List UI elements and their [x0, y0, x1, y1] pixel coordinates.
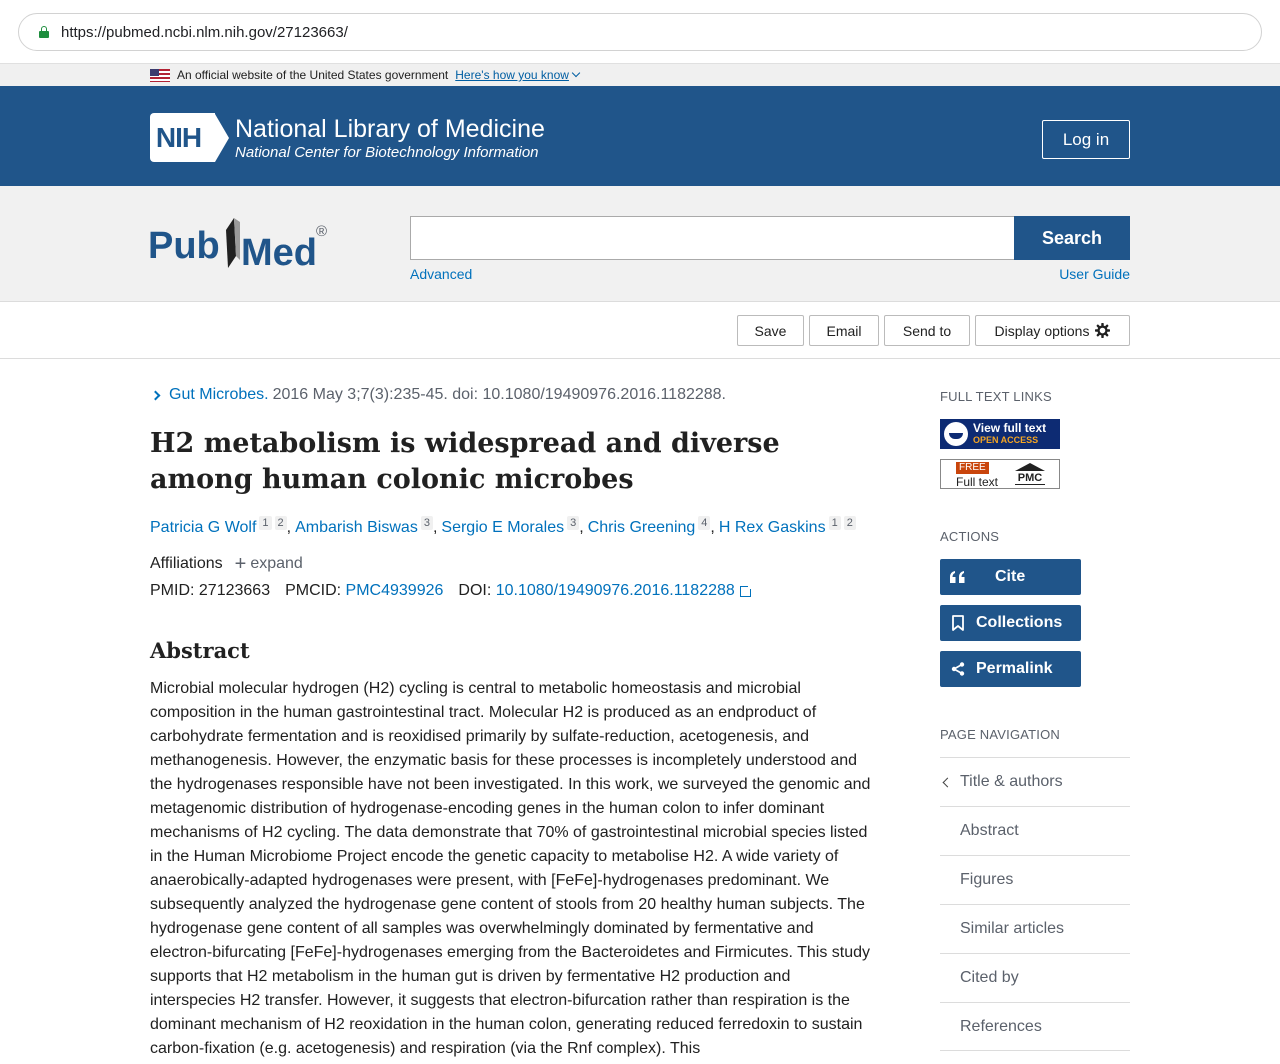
- nav-item-label: References: [960, 1017, 1042, 1035]
- gov-banner-text: An official website of the United States government: [177, 68, 449, 82]
- nav-item-cited-by[interactable]: [940, 953, 1130, 1002]
- email-button[interactable]: Email: [809, 315, 879, 346]
- nav-item-references[interactable]: [940, 1002, 1130, 1051]
- url-text[interactable]: https://pubmed.ncbi.nlm.nih.gov/27123663/: [61, 23, 348, 41]
- collections-label: Collections: [976, 614, 1063, 631]
- svg-text:Med: Med: [241, 232, 317, 272]
- pubmed-logo[interactable]: [148, 212, 338, 272]
- pmid-label: PMID:: [150, 582, 195, 599]
- permalink-label: Permalink: [976, 660, 1053, 677]
- abstract-heading: Abstract: [150, 638, 250, 663]
- pmid-value: 27123663: [198, 582, 271, 599]
- svg-text:®: ®: [316, 223, 328, 240]
- nav-item-label: Cited by: [960, 969, 1019, 986]
- quote-icon: [940, 571, 976, 583]
- search-button[interactable]: Search: [1014, 216, 1130, 260]
- how-you-know-link[interactable]: [455, 68, 579, 82]
- article-identifiers: [150, 582, 751, 600]
- full-text-links-heading: FULL TEXT LINKS: [940, 389, 1052, 404]
- author-link[interactable]: H Rex Gaskins: [718, 519, 826, 536]
- author-link[interactable]: Sergio E Morales: [441, 519, 565, 536]
- pmc-logo-text: PMC: [1015, 472, 1045, 485]
- affiliation-number[interactable]: 4: [698, 516, 710, 530]
- free-badge: FREE: [956, 462, 989, 474]
- nlm-header: [0, 86, 1280, 186]
- author-link[interactable]: Chris Greening: [587, 519, 696, 536]
- user-guide-link[interactable]: User Guide: [1059, 266, 1130, 282]
- expand-affiliations-button[interactable]: expand: [250, 555, 303, 572]
- nih-logo-text: NIH: [150, 113, 215, 162]
- author-separator: ,: [579, 519, 584, 536]
- nav-item-figures[interactable]: [940, 855, 1130, 904]
- author-list: [150, 516, 856, 537]
- article-toolbar: [0, 303, 1280, 359]
- display-options-button[interactable]: [975, 315, 1130, 346]
- nav-item-label: Title & authors: [960, 773, 1063, 790]
- gov-banner: [0, 63, 1280, 86]
- nav-item-abstract[interactable]: [940, 806, 1130, 855]
- search-area: [0, 186, 1280, 302]
- nlm-titles[interactable]: [235, 114, 545, 162]
- how-you-know-label: Here's how you know: [455, 68, 569, 82]
- view-full-text-label: View full text: [973, 421, 1047, 435]
- pmc-logo-icon: [1015, 463, 1045, 486]
- author-separator: ,: [432, 519, 438, 536]
- affiliations-row: [150, 555, 303, 573]
- affiliation-number[interactable]: 1: [829, 516, 841, 530]
- affiliations-label: Affiliations: [150, 555, 223, 572]
- gear-icon: [1095, 323, 1110, 338]
- nav-item-similar-articles[interactable]: [940, 904, 1130, 953]
- display-options-label: Display options: [994, 322, 1090, 339]
- pmc-full-text-link[interactable]: [940, 459, 1060, 489]
- login-button[interactable]: Log in: [1042, 120, 1130, 159]
- journal-name-link[interactable]: Gut Microbes.: [169, 386, 269, 403]
- journal-citation: [150, 386, 726, 404]
- chevron-right-icon[interactable]: [151, 390, 161, 400]
- nav-item-label: Figures: [960, 871, 1014, 888]
- nav-item-label: Abstract: [960, 822, 1019, 839]
- nlm-title: National Library of Medicine: [235, 115, 545, 143]
- address-bar[interactable]: [18, 13, 1262, 51]
- affiliation-number[interactable]: 2: [275, 516, 287, 530]
- page-navigation-heading: PAGE NAVIGATION: [940, 727, 1061, 742]
- search-input[interactable]: [410, 216, 1015, 260]
- doi-label: DOI:: [458, 582, 492, 599]
- nav-item-label: Similar articles: [960, 920, 1065, 937]
- lock-icon: [39, 26, 49, 38]
- collections-button[interactable]: [940, 605, 1081, 641]
- bookmark-icon: [940, 615, 976, 631]
- permalink-button[interactable]: [940, 651, 1081, 687]
- open-access-label: OPEN ACCESS: [973, 435, 1039, 445]
- page-navigation-list: [940, 757, 1130, 1051]
- plus-icon[interactable]: +: [234, 553, 247, 575]
- author-link[interactable]: Patricia G Wolf: [150, 519, 257, 536]
- abstract-text: Microbial molecular hydrogen (H2) cycling is central to metabolic homeostasis and microbial composition in the human gastrointestinal tract. Molecular H2 is produced as an endproduct of carbohydrate fermentation and is reoxidised primarily by sulfate-reduction, acetogenesis, and methanogenesis. However, the enzymatic basis for these processes is incompletely understood and the hydrogenases responsible have not been investigated. In this work, we surveyed the genomic and metagenomic distribution of hydrogenase-encoding genes in the human colon to infer dominant mechanisms of H2 cycling. The data demonstrate that 70% of gastrointestinal microbial species listed in the Human Microbiome Project encode the genetic capacity to metabolise H2. A wide variety of anaerobically-adapted hydrogenases were present, with [FeFe]-hydrogenases predominant. We subsequently analyzed the hydrogenase gene content of stools from 20 healthy human subjects. The hydrogenase gene content of all samples was overwhelmingly dominated by fermentative and electron-bifurcating [FeFe]-hydrogenases emerging from the Bacteroidetes and Firmicutes. This study supports that H2 metabolism in the human gut is driven by fermentative H2 production and interspecies H2 transfer. However, it suggests that electron-bifurcation rather than respiration is the dominant mechanism of H2 reoxidation in the human colon, generating reduced ferredoxin to sustain carbon-fixation (e.g. acetogenesis) and respiration (via the Rnf complex). This: [150, 680, 871, 1057]
- pmcid-link[interactable]: PMC4939926: [345, 582, 444, 599]
- external-link-icon: [740, 586, 751, 597]
- nih-logo[interactable]: [150, 113, 229, 162]
- author-separator: ,: [710, 519, 715, 536]
- affiliation-number[interactable]: 2: [844, 516, 856, 530]
- affiliation-number[interactable]: 3: [421, 516, 433, 530]
- actions-heading: ACTIONS: [940, 529, 1000, 544]
- cite-label: Cite: [995, 568, 1026, 585]
- chevron-down-icon: [572, 69, 580, 77]
- share-icon: [940, 662, 976, 676]
- nav-item-title-authors[interactable]: [940, 757, 1130, 806]
- save-button[interactable]: Save: [737, 315, 804, 346]
- send-to-button[interactable]: Send to: [884, 315, 970, 346]
- us-flag-icon: [150, 69, 170, 82]
- author-link[interactable]: Ambarish Biswas: [295, 519, 418, 536]
- publisher-logo-icon: [944, 422, 968, 446]
- publisher-full-text-link[interactable]: [940, 419, 1060, 449]
- advanced-search-link[interactable]: Advanced: [410, 266, 473, 282]
- article-title: H2 metabolism is widespread and diverse among human colonic microbes: [150, 428, 780, 495]
- svg-text:Pub: Pub: [148, 225, 220, 267]
- nih-logo-arrow: [215, 114, 229, 162]
- affiliation-number[interactable]: 3: [567, 516, 579, 530]
- full-text-label: Full text: [956, 475, 999, 489]
- doi-link[interactable]: 10.1080/19490976.2016.1182288: [495, 582, 735, 599]
- browser-chrome: [0, 0, 1280, 63]
- citation-text: 2016 May 3;7(3):235-45. doi: 10.1080/19490976.2016.1182288.: [272, 386, 726, 403]
- author-separator: ,: [286, 519, 292, 536]
- affiliation-number[interactable]: 1: [259, 516, 271, 530]
- pmcid-label: PMCID:: [285, 582, 342, 599]
- chevron-left-icon: [943, 778, 953, 788]
- nlm-subtitle: National Center for Biotechnology Information: [235, 144, 539, 161]
- cite-button[interactable]: [940, 559, 1081, 595]
